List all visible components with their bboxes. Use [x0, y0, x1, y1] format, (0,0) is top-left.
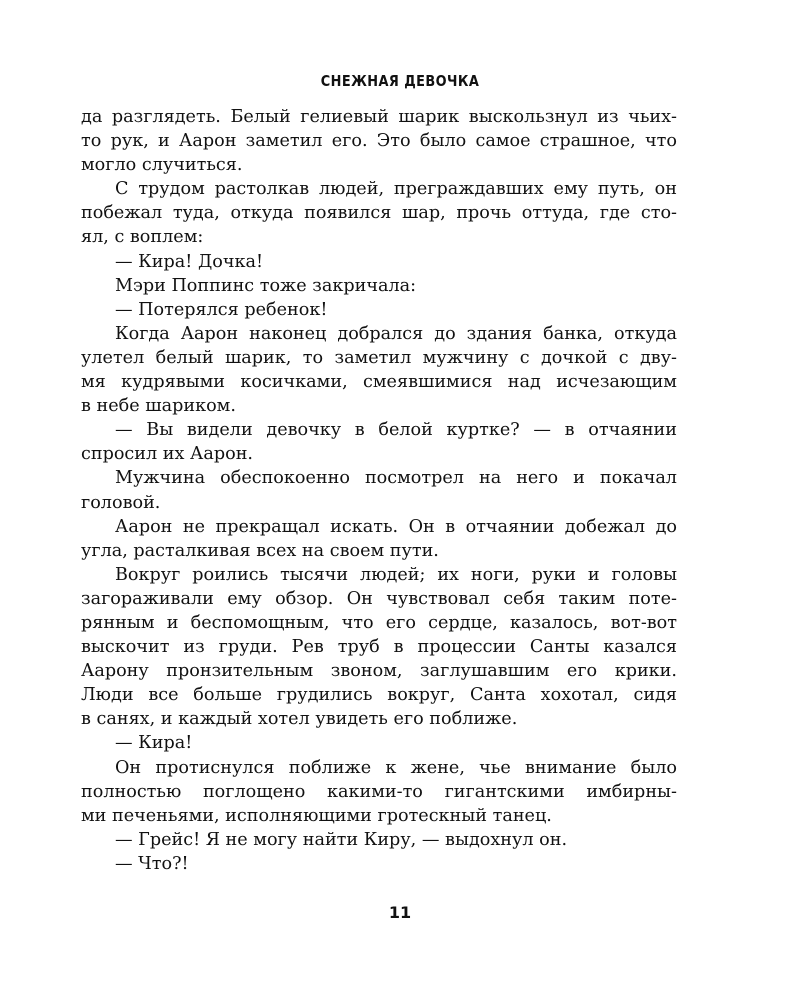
page-number: 11: [388, 903, 412, 922]
text-line: в небе шариком.: [81, 396, 236, 417]
text-line: полностью поглощено какими-то гигантскими имбирны-: [81, 781, 677, 802]
running-title: СНЕЖНАЯ ДЕВОЧКА: [320, 72, 480, 90]
text-line: — Вы видели девочку в белой куртке? — в отчаянии: [115, 420, 677, 441]
text-line: улетел белый шарик, то заметил мужчину с дочкой с дву-: [81, 347, 677, 368]
body-text: [81, 105, 677, 876]
text-line: Аарону пронзительным звоном, заглушавшим его крики.: [81, 661, 677, 682]
text-line: головой.: [81, 492, 161, 513]
text-line: то рук, и Аарон заметил его. Это было самое страшное, что: [81, 131, 677, 152]
text-line: угла, расталкивая всех на своем пути.: [81, 540, 439, 561]
text-line: побежал туда, откуда появился шар, прочь оттуда, где сто-: [81, 203, 677, 224]
text-line: Мэри Поппинс тоже закричала:: [115, 275, 417, 296]
text-line: загораживали ему обзор. Он чувствовал себя таким поте-: [81, 588, 677, 609]
text-line: Вокруг роились тысячи людей; их ноги, руки и головы: [115, 564, 677, 585]
text-line: могло случиться.: [81, 155, 243, 176]
text-line: мя кудрявыми косичками, смеявшимися над исчезающим: [81, 372, 677, 393]
text-line: — Грейс! Я не могу найти Киру, — выдохнул он.: [115, 829, 568, 850]
text-line: да разглядеть. Белый гелиевый шарик выскользнул из чьих-: [81, 107, 677, 127]
text-line: — Кира!: [115, 733, 193, 754]
text-line: ми печеньями, исполняющими гротескный танец.: [81, 805, 552, 826]
text-line: С трудом растолкав людей, преграждавших ему путь, он: [115, 179, 677, 200]
text-line: выскочит из груди. Рев труб в процессии Санты казался: [81, 637, 677, 658]
text-line: спросил их Аарон.: [81, 444, 254, 465]
text-line: Люди все больше грудились вокруг, Санта хохотал, сидя: [81, 685, 677, 706]
text-line: в санях, и каждый хотел увидеть его поближе.: [81, 709, 518, 730]
text-line: рянным и беспомощным, что его сердце, казалось, вот-вот: [81, 612, 677, 633]
text-line: — Кира! Дочка!: [115, 251, 264, 272]
text-line: Он протиснулся поближе к жене, чье внимание было: [115, 757, 677, 778]
text-line: Когда Аарон наконец добрался до здания банка, откуда: [115, 323, 677, 344]
text-line: — Потерялся ребенок!: [115, 299, 328, 320]
text-line: ял, с воплем:: [81, 227, 204, 248]
text-line: — Что?!: [115, 853, 189, 874]
text-line: Мужчина обеспокоенно посмотрел на него и покачал: [115, 468, 677, 489]
text-line: Аарон не прекращал искать. Он в отчаянии добежал до: [115, 516, 677, 537]
